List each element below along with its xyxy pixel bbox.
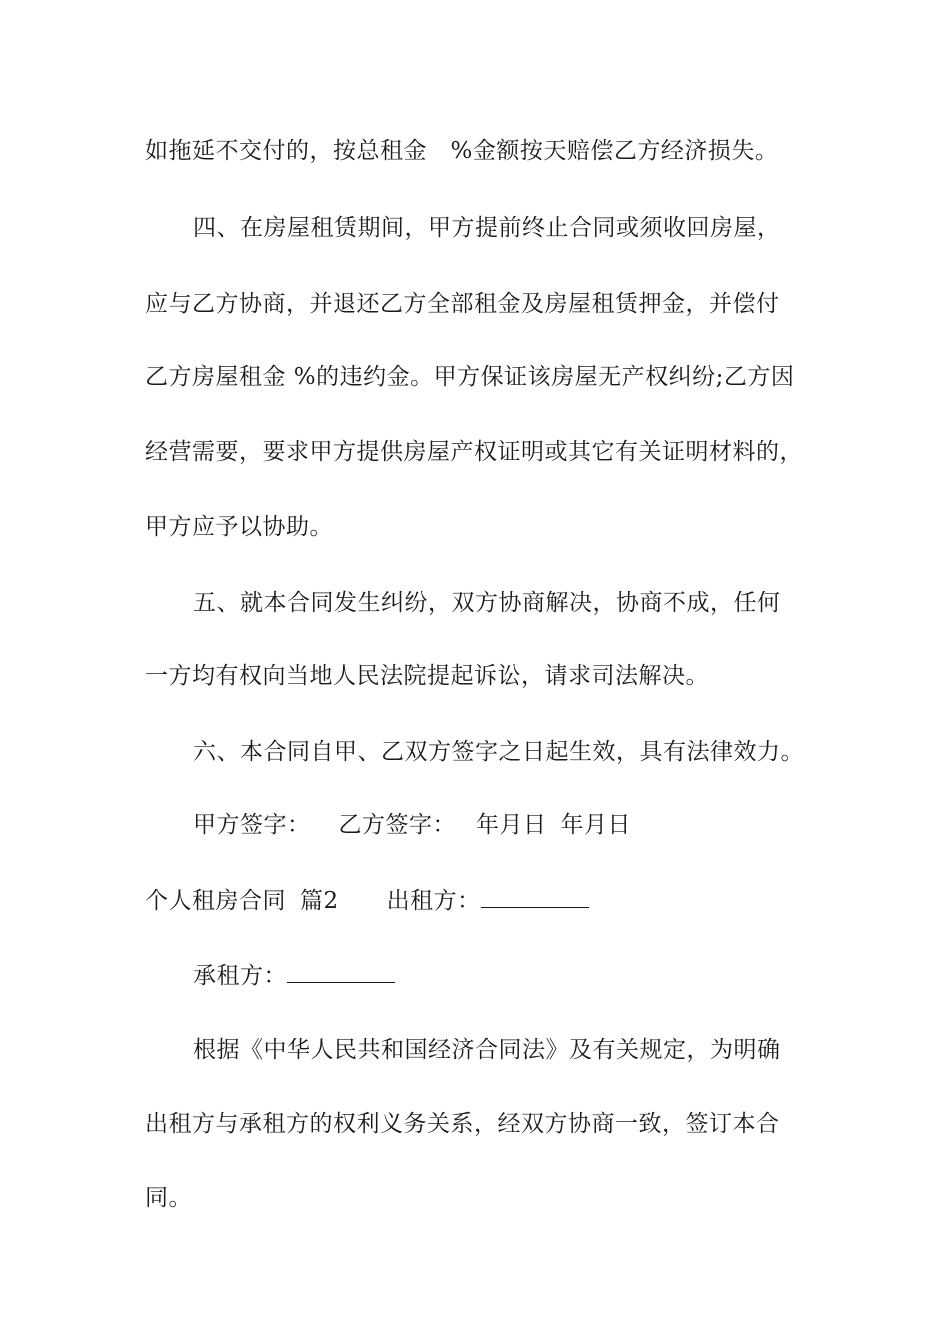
party-b-signature-label: 乙方签字： bbox=[338, 812, 456, 838]
party-a-date: 年月日 bbox=[476, 812, 547, 838]
paragraph-line: 如拖延不交付的，按总租金 %金额按天赔偿乙方经济损失。 bbox=[145, 138, 779, 164]
section-title: 个人租房合同 bbox=[145, 888, 286, 914]
paragraph-line: 甲方应予以协助。 bbox=[145, 514, 333, 540]
lessee-label: 承租方： bbox=[193, 963, 287, 989]
clause-four-line: 四、在房屋租赁期间，甲方提前终止合同或须收回房屋， bbox=[193, 215, 781, 241]
lessee-line bbox=[193, 960, 395, 991]
preamble-line: 根据《中华人民共和国经济合同法》及有关规定，为明确 bbox=[193, 1037, 781, 1063]
paragraph-line: 同。 bbox=[145, 1185, 192, 1211]
section-heading-line bbox=[145, 885, 589, 916]
clause-five-line: 五、就本合同发生纠纷，双方协商解决，协商不成，任何 bbox=[193, 590, 781, 616]
section-number: 篇2 bbox=[300, 888, 339, 914]
lessor-blank-field[interactable] bbox=[481, 885, 589, 908]
paragraph-line: 经营需要，要求甲方提供房屋产权证明或其它有关证明材料的， bbox=[145, 439, 803, 465]
clause-six-line: 六、本合同自甲、乙双方签字之日起生效，具有法律效力。 bbox=[193, 739, 804, 765]
party-a-signature-label: 甲方签字： bbox=[193, 812, 311, 838]
paragraph-line: 出租方与承租方的权利义务关系，经双方协商一致，签订本合 bbox=[145, 1111, 780, 1137]
party-b-date: 年月日 bbox=[560, 812, 631, 838]
lessee-blank-field[interactable] bbox=[287, 960, 395, 983]
paragraph-line: 应与乙方协商，并退还乙方全部租金及房屋租赁押金，并偿付 bbox=[145, 291, 780, 317]
signature-line bbox=[193, 810, 631, 840]
paragraph-line: 一方均有权向当地人民法院提起诉讼，请求司法解决。 bbox=[145, 663, 709, 689]
paragraph-line: 乙方房屋租金 %的违约金。甲方保证该房屋无产权纠纷;乙方因 bbox=[145, 364, 795, 390]
lessor-label: 出租方： bbox=[386, 888, 481, 914]
